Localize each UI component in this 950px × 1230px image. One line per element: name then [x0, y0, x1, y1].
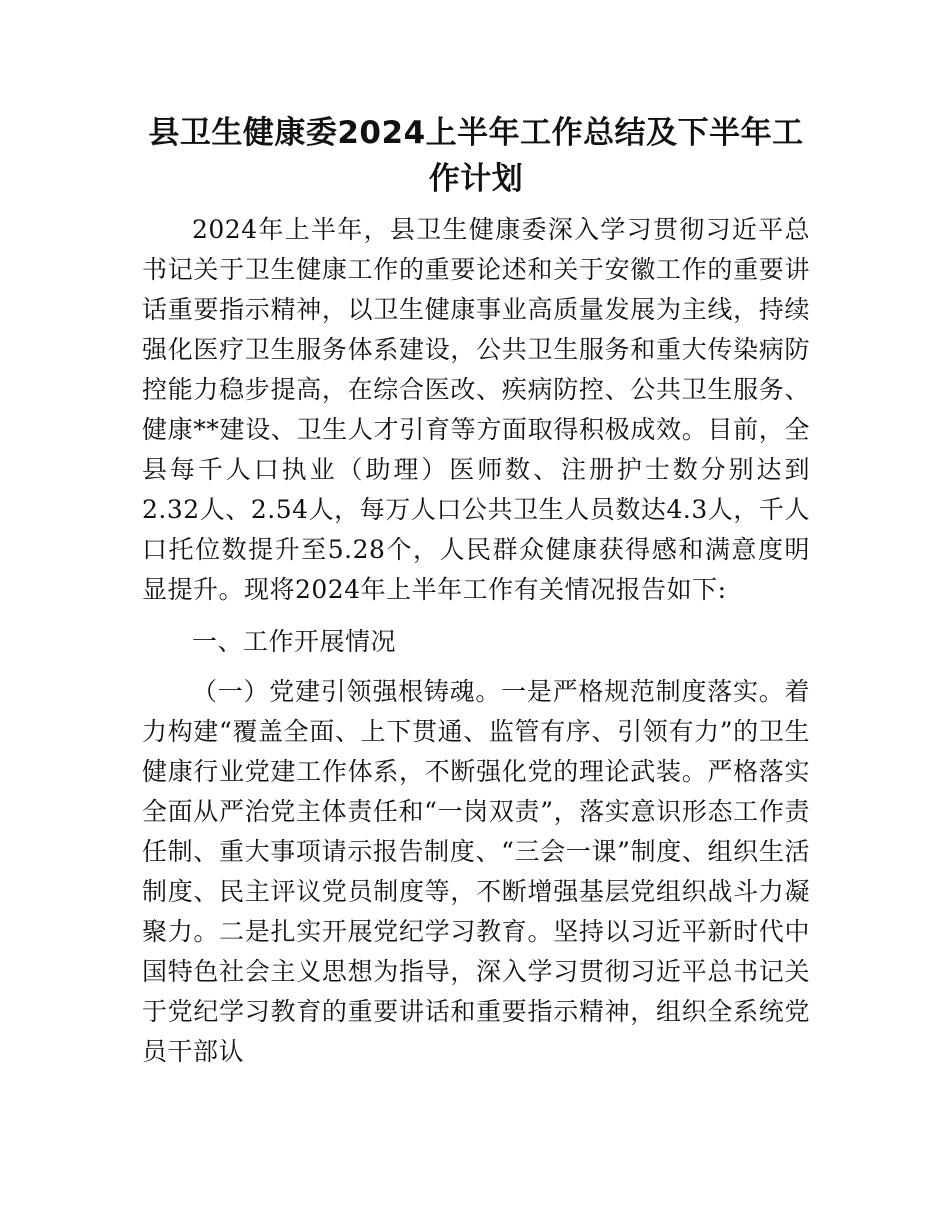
section-paragraph: （一）党建引领强根铸魂。一是严格规范制度落实。着力构建“覆盖全面、上下贯通、监管有序、引领有力”的卫生健康行业党建工作体系，不断强化党的理论武装。严格落实全面从严治党主体责任和“一岗双责”，落实意识形态工作责任制、重大事项请示报告制度、“三会一课”制度、组织生活制度、民主评议党员制度等，不断增强基层党组织战斗力凝聚力。二是扎实开展党纪学习教育。坚持以习近平新时代中国特色社会主义思想为指导，深入学习贯彻习近平总书记关于党纪学习教育的重要讲话和重要指示精神，组织全系统党员干部认	[142, 677, 810, 1066]
section-heading: 一、工作开展情况	[192, 627, 397, 656]
document-title: 县卫生健康委2024上半年工作总结及下半年工作计划	[148, 115, 804, 197]
document-page	[142, 110, 810, 1072]
intro-paragraph: 2024年上半年，县卫生健康委深入学习贯彻习近平总书记关于卫生健康工作的重要论述和关于安徽工作的重要讲话重要指示精神，以卫生健康事业高质量发展为主线，持续强化医疗卫生服务体系建设，公共卫生服务和重大传染病防控能力稳步提高，在综合医改、疾病防控、公共卫生服务、健康**建设、卫生人才引育等方面取得积极成效。目前，全县每千人口执业（助理）医师数、注册护士数分别达到2.32人、2.54人，每万人口公共卫生人员数达4.3人，千人口托位数提升至5.28个，人民群众健康获得感和满意度明显提升。现将2024年上半年工作有关情况报告如下:	[142, 215, 810, 604]
